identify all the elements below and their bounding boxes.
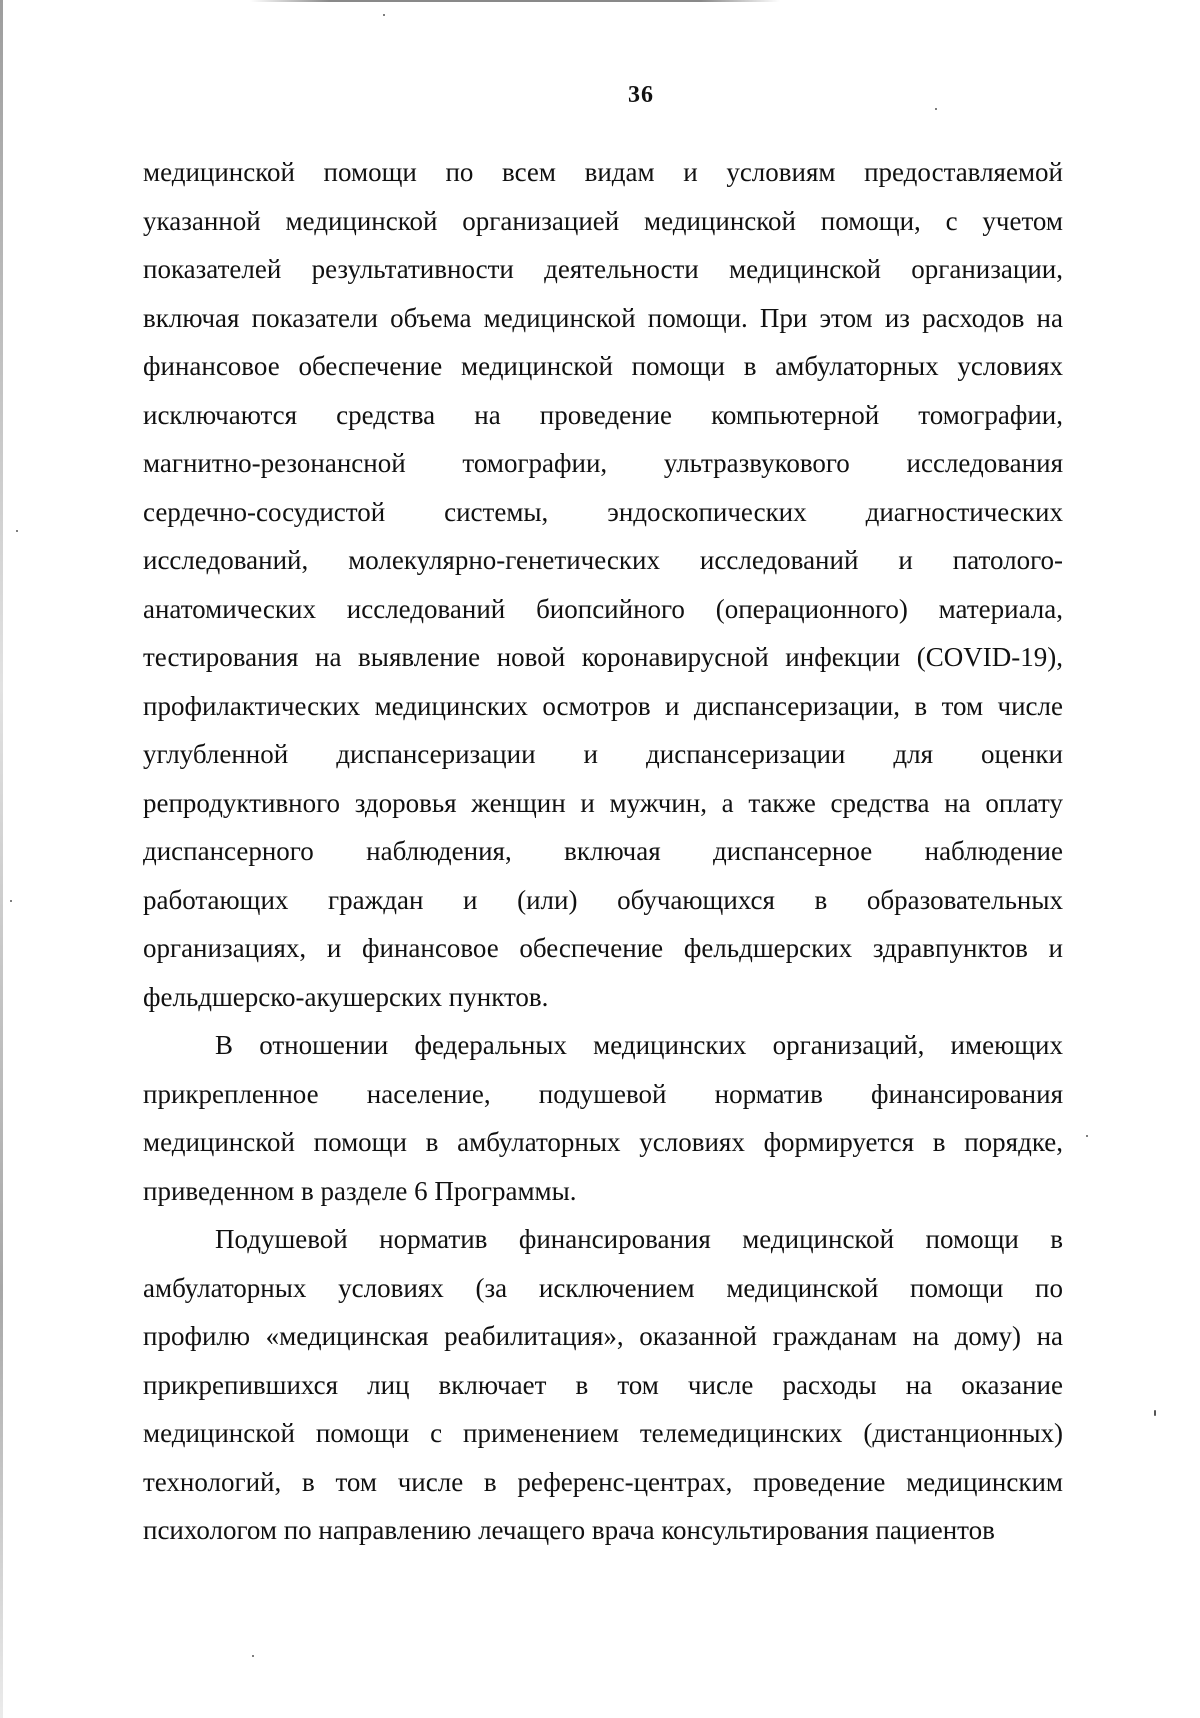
text-line: В отношении федеральных медицинских организаций, имеющих — [215, 1030, 1063, 1060]
paragraph — [143, 148, 1063, 1021]
text-line: медицинской помощи в амбулаторных условиях формируется в порядке, — [143, 1127, 1063, 1157]
text-line: исследований, молекулярно-генетических исследований и патолого- — [143, 545, 1063, 575]
text-line: медицинской помощи по всем видам и условиям предоставляемой — [143, 157, 1063, 187]
scan-speck — [10, 900, 12, 902]
text-line: анатомических исследований биопсийного (операционного) материала, — [143, 593, 1063, 624]
scan-edge-top — [250, 0, 780, 2]
text-line: магнитно-резонансной томографии, ультразвукового исследования — [143, 448, 1063, 478]
text-line: психологом по направлению лечащего врача консультирования пациентов — [143, 1515, 995, 1545]
text-line: указанной медицинской организацией медицинской помощи, с учетом — [143, 205, 1063, 236]
text-line: углубленной диспансеризации и диспансеризации для оценки — [143, 739, 1063, 769]
text-line: сердечно-сосудистой системы, эндоскопических диагностических — [143, 496, 1063, 527]
scan-speck — [935, 108, 937, 110]
text-line: фельдшерско-акушерских пунктов. — [143, 981, 549, 1012]
text-line: медицинской помощи с применением телемедицинских (дистанционных) — [143, 1418, 1063, 1448]
text-line: работающих граждан и (или) обучающихся в образовательных — [143, 884, 1063, 915]
text-line: Подушевой норматив финансирования медицинской помощи в — [215, 1224, 1063, 1254]
text-line: показателей результативности деятельности медицинской организации, — [143, 254, 1063, 284]
text-line: профилю «медицинская реабилитация», оказанной гражданам на дому) на — [143, 1321, 1063, 1351]
scan-speck — [16, 530, 18, 532]
text-line: организациях, и финансовое обеспечение фельдшерских здравпунктов и — [143, 933, 1063, 963]
text-line: прикрепившихся лиц включает в том числе расходы на оказание — [143, 1369, 1063, 1400]
scan-speck — [1086, 1135, 1088, 1137]
text-line: исключаются средства на проведение компьютерной томографии, — [143, 399, 1063, 430]
document-body — [143, 148, 1063, 1555]
paragraph — [143, 1215, 1063, 1555]
text-line: финансовое обеспечение медицинской помощи в амбулаторных условиях — [143, 351, 1063, 381]
text-line: включая показатели объема медицинской помощи. При этом из расходов на — [143, 302, 1063, 333]
text-line: амбулаторных условиях (за исключением медицинской помощи по — [143, 1272, 1063, 1303]
text-line: прикрепленное население, подушевой норматив финансирования — [143, 1078, 1063, 1109]
text-line: приведенном в разделе 6 Программы. — [143, 1175, 577, 1206]
text-line: диспансерного наблюдения, включая диспансерное наблюдение — [143, 836, 1063, 866]
scan-speck — [383, 14, 385, 16]
scan-speck — [1154, 1410, 1156, 1416]
text-line: профилактических медицинских осмотров и диспансеризации, в том числе — [143, 690, 1063, 721]
text-line: тестирования на выявление новой коронавирусной инфекции (COVID-19), — [143, 642, 1063, 672]
page-number: 36 — [628, 82, 654, 108]
paragraph — [143, 1021, 1063, 1215]
text-line: репродуктивного здоровья женщин и мужчин, а также средства на оплату — [143, 787, 1063, 818]
scan-edge-left — [0, 0, 3, 1718]
scan-speck — [252, 1655, 254, 1657]
text-line: технологий, в том числе в референс-центрах, проведение медицинским — [143, 1466, 1063, 1497]
